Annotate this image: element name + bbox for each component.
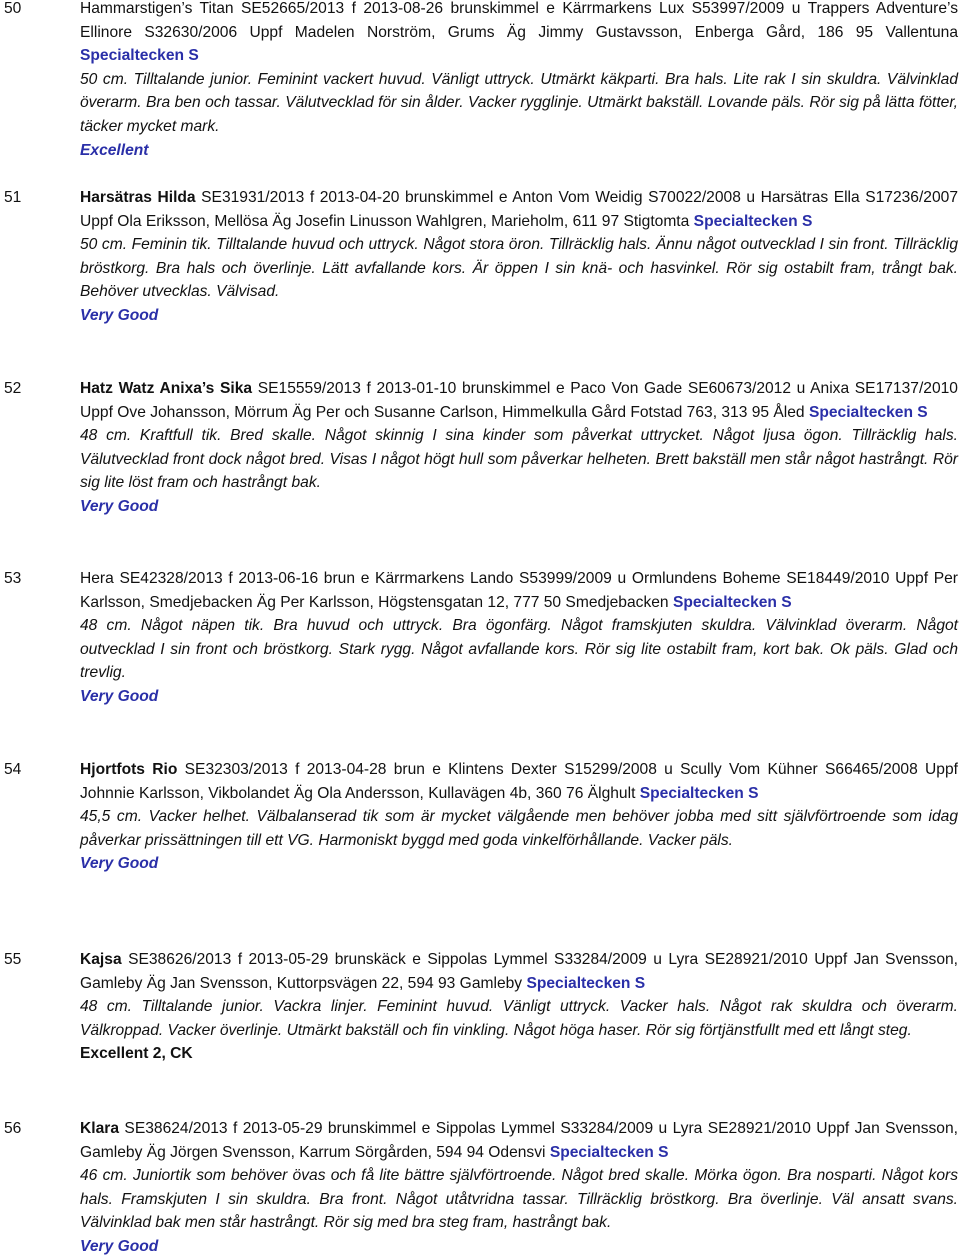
entry-header bbox=[80, 186, 958, 233]
class-label: Specialtecken S bbox=[808, 403, 928, 421]
dog-name: Klara bbox=[80, 1120, 120, 1137]
entry-body bbox=[80, 0, 958, 162]
entry-critique: 50 cm. Feminin tik. Tilltalande huvud och uttryck. Något stora öron. Tillräcklig hals. Ännu något outvecklad I sin front. Tillräcklig bröstkorg. Bra hals och överlinje. Lätt avfallande kors. Är öppen I sin knä- och hasvinkel. Rör sig ostabilt fram, trångt bak. Behöver utvecklas. Välvisad. bbox=[80, 236, 958, 301]
entry-body bbox=[80, 186, 958, 328]
class-label: Specialtecken S bbox=[693, 212, 813, 230]
entry-details: Hammarstigen’s Titan SE52665/2013 f 2013-08-26 brunskimmel e Kärrmarkens Lux S53997/2009 u Trappers Adventure’s Ellinore S32630/2006 Uppf Madelen Norström, Grums Äg Jimmy Gustavsson, Enberga Gård, 186 95 Vallentuna bbox=[80, 0, 958, 41]
entry-details: Hera SE42328/2013 f 2013-06-16 brun e Kärrmarkens Lando S53999/2009 u Ormlundens Boheme SE18449/2010 Uppf Per Karlsson, Smedjebacken Äg Per Karlsson, Högstensgatan 12, 777 50 Smedjebacken bbox=[80, 570, 958, 611]
entry-grade: Very Good bbox=[80, 687, 159, 705]
entry-grade: Excellent 2, CK bbox=[80, 1045, 193, 1063]
entry-number: 55 bbox=[4, 951, 22, 968]
class-label: Specialtecken S bbox=[672, 593, 792, 611]
entry-grade: Very Good bbox=[80, 855, 159, 873]
entry-number: 53 bbox=[4, 570, 22, 587]
entry-body bbox=[80, 1117, 958, 1259]
entry-details: SE31931/2013 f 2013-04-20 brunskimmel e Anton Vom Weidig S70022/2008 u Harsätras Ella S17236/2007 Uppf Ola Eriksson, Mellösa Äg Josefin Linusson Wahlgren, Marieholm, 611 97 Stigtomta bbox=[80, 189, 958, 230]
entry-critique: 48 cm. Tilltalande junior. Vackra linjer. Feminint huvud. Vänligt uttryck. Vacker hals. Något rak skuldra och överarm. Välkroppad. Vacker överlinje. Utmärkt bakställ och fin vinkling. Något höga haser. Rör sig förtjänstfullt med ett långt steg. bbox=[80, 998, 958, 1039]
entry-number: 54 bbox=[4, 761, 22, 778]
entry-critique: 48 cm. Något näpen tik. Bra huvud och uttryck. Bra ögonfärg. Något framskjuten skuldra. Välvinklad överarm. Något outvecklad I sin front och bröstkorg. Stark rygg. Något avfallande kors. Rör sig lite ostabilt fram, kort bak. Ok päls. Glad och trevlig. bbox=[80, 617, 958, 682]
entry-body bbox=[80, 377, 958, 519]
entry-critique: 46 cm. Juniortik som behöver övas och få lite bättre självförtroende. Något bred skalle. Mörka ögon. Bra nosparti. Något kors hals. Framskjuten I sin skuldra. Bra front. Något utåtvridna tassar. Tillräcklig bröstkorg. Bra överlinje. Väl ansatt svans. Välvinklad bak men står hastrångt. Rör sig med bra steg fram, hastrångt bak. bbox=[80, 1167, 958, 1232]
entry-grade: Very Good bbox=[80, 1237, 159, 1255]
entry-body bbox=[80, 567, 958, 709]
entry-number: 51 bbox=[4, 189, 22, 206]
entry-details: SE38624/2013 f 2013-05-29 brunskimmel e Sippolas Lymmel S33284/2009 u Lyra SE28921/2010 Uppf Jan Svensson, Gamleby Äg Jörgen Svensson, Karrum Sörgården, 594 94 Odensvi bbox=[80, 1120, 958, 1161]
entry-critique: 45,5 cm. Vacker helhet. Välbalanserad tik som är mycket välgående men behöver jobba med sitt självförtroende som idag påverkar prissättningen till ett VG. Harmoniskt byggd med goda vinkelförhållande. Vacker päls. bbox=[80, 808, 958, 849]
entry-grade: Very Good bbox=[80, 306, 159, 324]
entry-number: 56 bbox=[4, 1120, 22, 1137]
entry-header bbox=[80, 758, 958, 805]
entry-body bbox=[80, 948, 958, 1066]
class-label: Specialtecken S bbox=[80, 47, 199, 65]
entry-number: 50 bbox=[4, 0, 22, 17]
entry-header bbox=[80, 377, 958, 424]
class-label: Specialtecken S bbox=[549, 1143, 669, 1161]
entry-body bbox=[80, 758, 958, 876]
entry-details: SE32303/2013 f 2013-04-28 brun e Klintens Dexter S15299/2008 u Scully Vom Kühner S66465/2008 Uppf Johnnie Karlsson, Vikbolandet Äg Ola Andersson, Kullavägen 4b, 360 76 Älghult bbox=[80, 761, 958, 802]
entry-number: 52 bbox=[4, 380, 22, 397]
dog-name: Hjortfots Rio bbox=[80, 761, 178, 778]
entry-details: SE38626/2013 f 2013-05-29 brunskäck e Sippolas Lymmel S33284/2009 u Lyra SE28921/2010 Uppf Jan Svensson, Gamleby Äg Jan Svensson, Kuttorpsvägen 22, 594 93 Gamleby bbox=[80, 951, 958, 992]
entry-grade: Very Good bbox=[80, 497, 159, 515]
entry-grade: Excellent bbox=[80, 141, 149, 159]
dog-name: Kajsa bbox=[80, 951, 122, 968]
class-label: Specialtecken S bbox=[526, 974, 646, 992]
entry-header bbox=[80, 567, 958, 614]
entry-critique: 50 cm. Tilltalande junior. Feminint vackert huvud. Vänligt uttryck. Utmärkt käkparti. Bra hals. Lite rak I sin skuldra. Välvinklad överarm. Bra ben och tassar. Välutvecklad för sin ålder. Vacker rygglinje. Utmärkt bakställ. Lovande päls. Rör sig på lätta fötter, täcker mycket mark. bbox=[80, 70, 958, 135]
dog-name: Harsätras Hilda bbox=[80, 189, 196, 206]
entry-header bbox=[80, 0, 958, 68]
entry-header bbox=[80, 948, 958, 995]
class-label: Specialtecken S bbox=[639, 784, 759, 802]
entry-details: SE15559/2013 f 2013-01-10 brunskimmel e Paco Von Gade SE60673/2012 u Anixa SE17137/2010 Uppf Ove Johansson, Mörrum Äg Per och Susanne Carlson, Himmelkulla Gård Fotstad 763, 313 95 Åled bbox=[80, 380, 958, 421]
entry-header bbox=[80, 1117, 958, 1164]
entry-critique: 48 cm. Kraftfull tik. Bred skalle. Något skinnig I sina kinder som påverkat uttrycket. Något ljusa ögon. Tillräcklig hals. Välutvecklad front dock något bred. Visas I något högt hull som påverkar helheten. Brett bakställ men står något hastrångt. Rör sig lite löst fram och hastrångt bak. bbox=[80, 427, 958, 492]
dog-name: Hatz Watz Anixa’s Sika bbox=[80, 380, 253, 397]
